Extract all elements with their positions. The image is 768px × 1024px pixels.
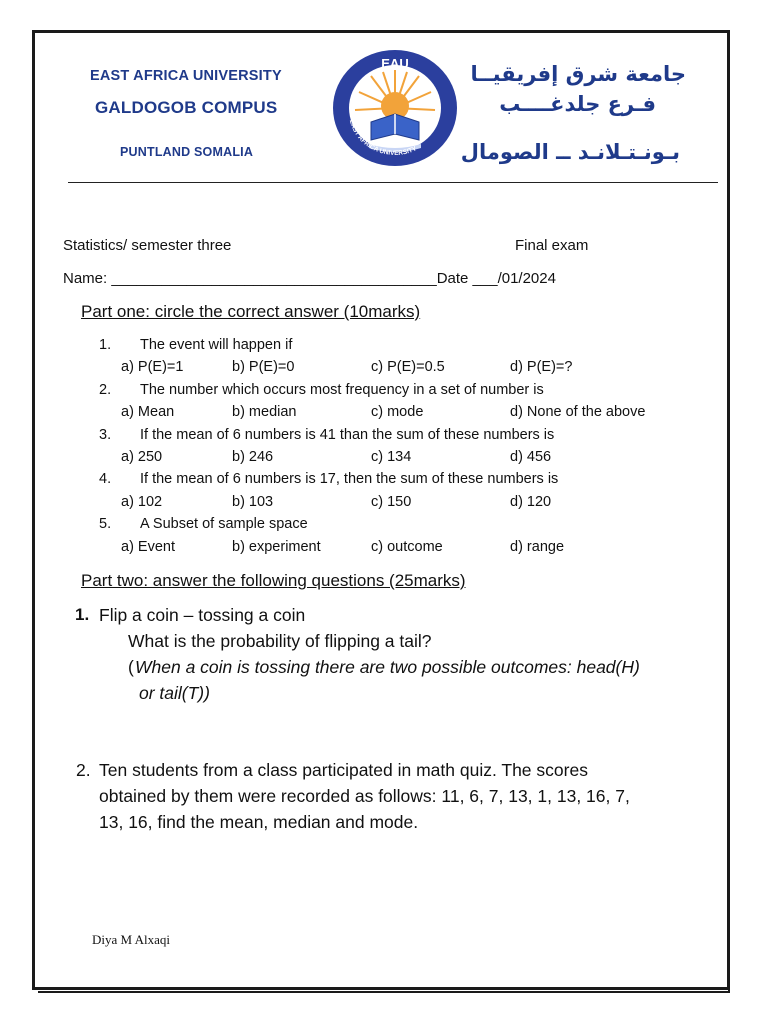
question-number: 4. xyxy=(99,471,112,487)
option-b[interactable]: b) 246 xyxy=(232,449,274,465)
option-d[interactable]: d) 456 xyxy=(510,449,552,465)
part-two-q1-hint-line1: When a coin is tossing there are two possible outcomes: head(H) xyxy=(135,657,640,677)
option-c[interactable]: c) outcome xyxy=(371,539,443,555)
option-b[interactable]: b) P(E)=0 xyxy=(232,359,295,375)
question-text: The event will happen if xyxy=(140,337,293,353)
page-frame-shadow xyxy=(38,35,730,993)
question-text: If the mean of 6 numbers is 17, then the sum of these numbers is xyxy=(140,471,559,487)
part-two-title: Part two: answer the following questions (25marks) xyxy=(81,571,466,590)
part-two-q1-hint-open: ( xyxy=(128,657,134,677)
university-name-ar: جامعة شرق إفريقيــا xyxy=(470,62,686,86)
option-c[interactable]: c) 150 xyxy=(371,494,412,510)
header-divider xyxy=(68,182,718,183)
exam-type: Final exam xyxy=(515,237,589,254)
location-ar: بـونـتـلانـد ــ الصومال xyxy=(460,140,680,164)
option-b[interactable]: b) median xyxy=(232,404,297,420)
university-name-en: EAST AFRICA UNIVERSITY xyxy=(90,68,282,84)
option-d[interactable]: d) range xyxy=(510,539,565,555)
part-two-q2-number: 2. xyxy=(76,760,91,780)
author-signature: Diya M Alxaqi xyxy=(92,932,170,947)
option-a[interactable]: a) Event xyxy=(121,539,175,555)
option-a[interactable]: a) Mean xyxy=(121,404,175,420)
course-title: Statistics/ semester three xyxy=(63,237,232,254)
question-text: A Subset of sample space xyxy=(140,516,308,532)
part-two-q2-line3: 13, 16, find the mean, median and mode. xyxy=(99,812,419,832)
campus-name-ar: فـرع جلدغــــب xyxy=(499,92,656,116)
question-number: 2. xyxy=(99,382,112,398)
option-c[interactable]: c) 134 xyxy=(371,449,412,465)
part-two-q1-number: 1. xyxy=(75,605,90,624)
university-logo xyxy=(331,48,459,168)
part-two-q2-line1: Ten students from a class participated in math quiz. The scores xyxy=(99,760,588,780)
option-c[interactable]: c) P(E)=0.5 xyxy=(371,359,445,375)
name-date-line: Name: _______________________________________Date ___/01/2024 xyxy=(63,270,556,287)
question-text: The number which occurs most frequency in a set of number is xyxy=(140,382,544,398)
option-b[interactable]: b) experiment xyxy=(232,539,321,555)
campus-name-en: GALDOGOB COMPUS xyxy=(95,98,278,117)
option-a[interactable]: a) 102 xyxy=(121,494,163,510)
question-text: If the mean of 6 numbers is 41 than the sum of these numbers is xyxy=(140,427,555,443)
question-number: 5. xyxy=(99,516,112,532)
part-two-q1-line2: What is the probability of flipping a tail? xyxy=(128,631,432,651)
logo-text: EAU xyxy=(381,56,409,71)
option-c[interactable]: c) mode xyxy=(371,404,424,420)
part-one-title: Part one: circle the correct answer (10marks) xyxy=(81,302,421,321)
location-en: PUNTLAND SOMALIA xyxy=(120,145,254,159)
question-number: 1. xyxy=(99,337,112,353)
option-b[interactable]: b) 103 xyxy=(232,494,274,510)
logo-ring-text: EAST AFRICA UNIVERSITY xyxy=(347,119,418,158)
option-a[interactable]: a) P(E)=1 xyxy=(121,359,184,375)
question-number: 3. xyxy=(99,427,112,443)
option-d[interactable]: d) P(E)=? xyxy=(510,359,573,375)
option-d[interactable]: d) 120 xyxy=(510,494,552,510)
part-two-q2-line2: obtained by them were recorded as follows: 11, 6, 7, 13, 1, 13, 16, 7, xyxy=(99,786,630,806)
part-two-q1-line1: Flip a coin – tossing a coin xyxy=(99,605,306,625)
option-a[interactable]: a) 250 xyxy=(121,449,163,465)
option-d[interactable]: d) None of the above xyxy=(510,404,646,420)
part-two-q1-hint-line2: or tail(T)) xyxy=(139,683,210,703)
